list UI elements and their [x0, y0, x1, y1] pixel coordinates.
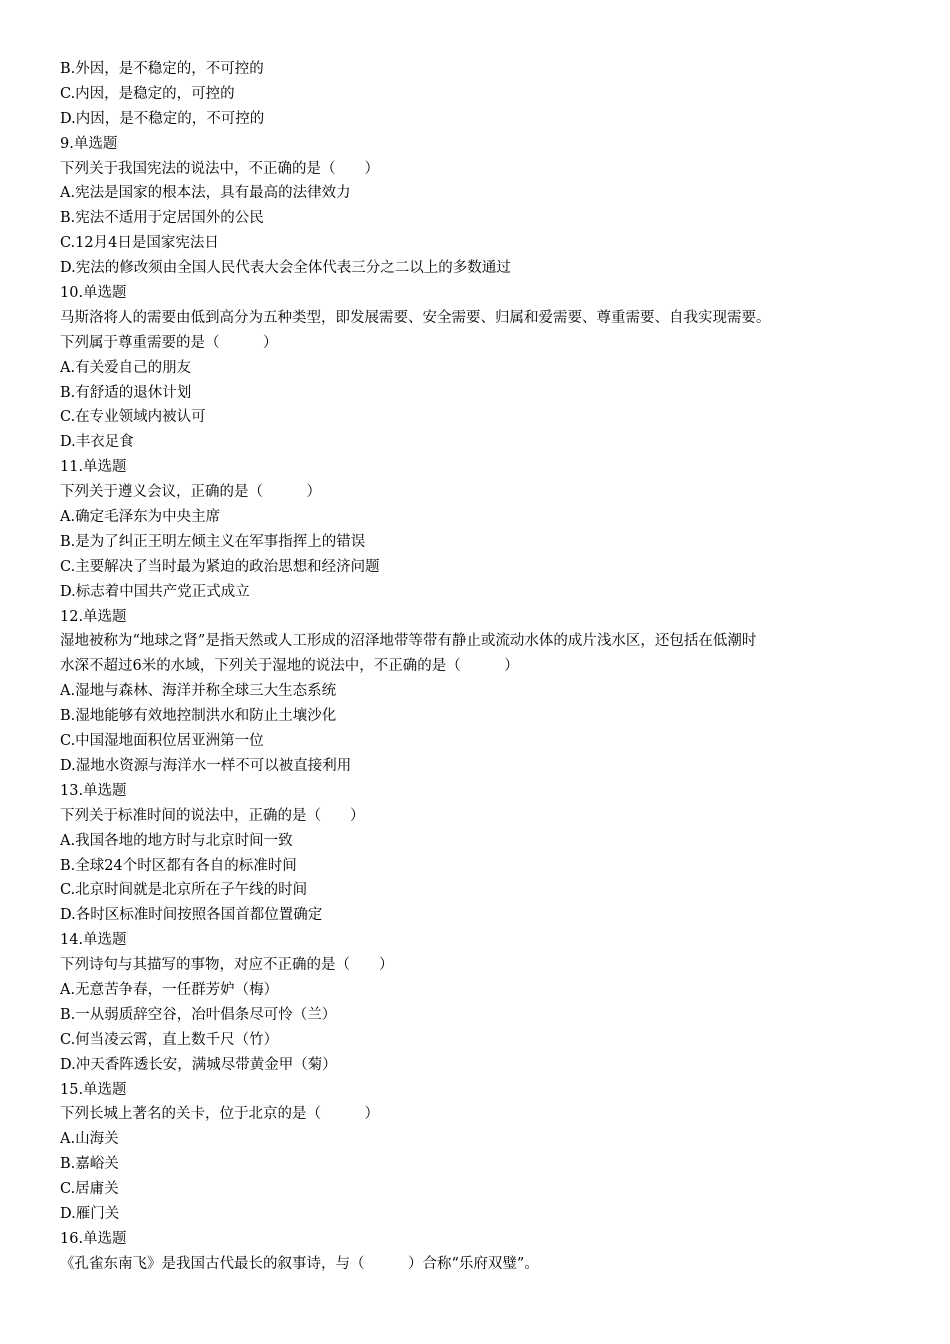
- text-line: B.湿地能够有效地控制洪水和防止土壤沙化: [60, 708, 337, 725]
- text-line: 15.单选题: [60, 1081, 127, 1098]
- text-line: C.12月4日是国家宪法日: [60, 235, 219, 252]
- text-line: A.无意苦争春，一任群芳妒（梅）: [60, 981, 279, 998]
- text-line: 下列长城上著名的关卡，位于北京的是（ ）: [60, 1106, 379, 1123]
- text-line: 16.单选题: [60, 1230, 127, 1247]
- text-line: D.雁门关: [60, 1205, 120, 1222]
- text-line: A.湿地与森林、海洋并称全球三大生态系统: [60, 683, 337, 700]
- text-line: 11.单选题: [60, 459, 127, 476]
- text-line: A.有关爱自己的朋友: [60, 359, 192, 376]
- text-line: D.丰衣足食: [60, 434, 134, 451]
- text-line: 湿地被称为“地球之肾”是指天然或人工形成的沼泽地带等带有静止或流动水体的成片浅水区，还包括在低潮时: [60, 633, 757, 650]
- text-line: B.有舒适的退休计划: [60, 384, 192, 401]
- text-line: C.内因，是稳定的，可控的: [60, 85, 235, 102]
- text-line: B.一从弱质辞空谷，冶叶倡条尽可怜（兰）: [60, 1006, 337, 1023]
- text-line: D.标志着中国共产党正式成立: [60, 583, 250, 600]
- text-line: 10.单选题: [60, 285, 127, 302]
- text-line: 下列关于我国宪法的说法中，不正确的是（ ）: [60, 160, 379, 177]
- text-line: D.冲天香阵透长安，满城尽带黄金甲（菊）: [60, 1056, 337, 1073]
- text-line: 下列诗句与其描写的事物，对应不正确的是（ ）: [60, 957, 394, 974]
- text-line: 下列关于遵义会议，正确的是（ ）: [60, 484, 321, 501]
- text-line: 13.单选题: [60, 782, 127, 799]
- text-line: D.各时区标准时间按照各国首都位置确定: [60, 907, 323, 924]
- text-line: D.宪法的修改须由全国人民代表大会全体代表三分之二以上的多数通过: [60, 260, 511, 277]
- text-line: 12.单选题: [60, 608, 127, 625]
- text-line: A.山海关: [60, 1131, 119, 1148]
- text-line: B.外因，是不稳定的，不可控的: [60, 61, 264, 77]
- text-line: C.在专业领域内被认可: [60, 409, 206, 426]
- text-line: B.嘉峪关: [60, 1156, 119, 1173]
- text-line: B.是为了纠正王明左倾主义在军事指挥上的错误: [60, 533, 366, 550]
- document-page: [60, 57, 900, 1277]
- text-line: C.中国湿地面积位居亚洲第一位: [60, 733, 264, 750]
- text-line: D.内因，是不稳定的，不可控的: [60, 110, 265, 127]
- text-line: A.宪法是国家的根本法，具有最高的法律效力: [60, 185, 351, 202]
- text-line: B.全球24个时区都有各自的标准时间: [60, 857, 297, 874]
- text-line: D.湿地水资源与海洋水一样不可以被直接利用: [60, 757, 352, 774]
- text-line: 《孔雀东南飞》是我国古代最长的叙事诗，与（ ）合称“乐府双璧”。: [60, 1255, 539, 1272]
- text-line: C.北京时间就是北京所在子午线的时间: [60, 882, 308, 899]
- text-line: C.居庸关: [60, 1181, 119, 1198]
- text-line: B.宪法不适用于定居国外的公民: [60, 210, 264, 227]
- text-line: C.主要解决了当时最为紧迫的政治思想和经济问题: [60, 558, 380, 575]
- text-line: 水深不超过6米的水域，下列关于湿地的说法中，不正确的是（ ）: [60, 658, 519, 675]
- text-line: 9.单选题: [60, 135, 118, 152]
- text-line: A.我国各地的地方时与北京时间一致: [60, 832, 293, 849]
- text-line: 14.单选题: [60, 932, 127, 949]
- text-line: C.何当凌云霄，直上数千尺（竹）: [60, 1031, 279, 1048]
- text-line: 下列关于标准时间的说法中，正确的是（ ）: [60, 807, 365, 824]
- text-line: 马斯洛将人的需要由低到高分为五种类型，即发展需要、安全需要、归属和爱需要、尊重需要、自我实现需要。: [60, 309, 771, 326]
- text-line: A.确定毛泽东为中央主席: [60, 509, 221, 526]
- text-line: 下列属于尊重需要的是（ ）: [60, 334, 278, 351]
